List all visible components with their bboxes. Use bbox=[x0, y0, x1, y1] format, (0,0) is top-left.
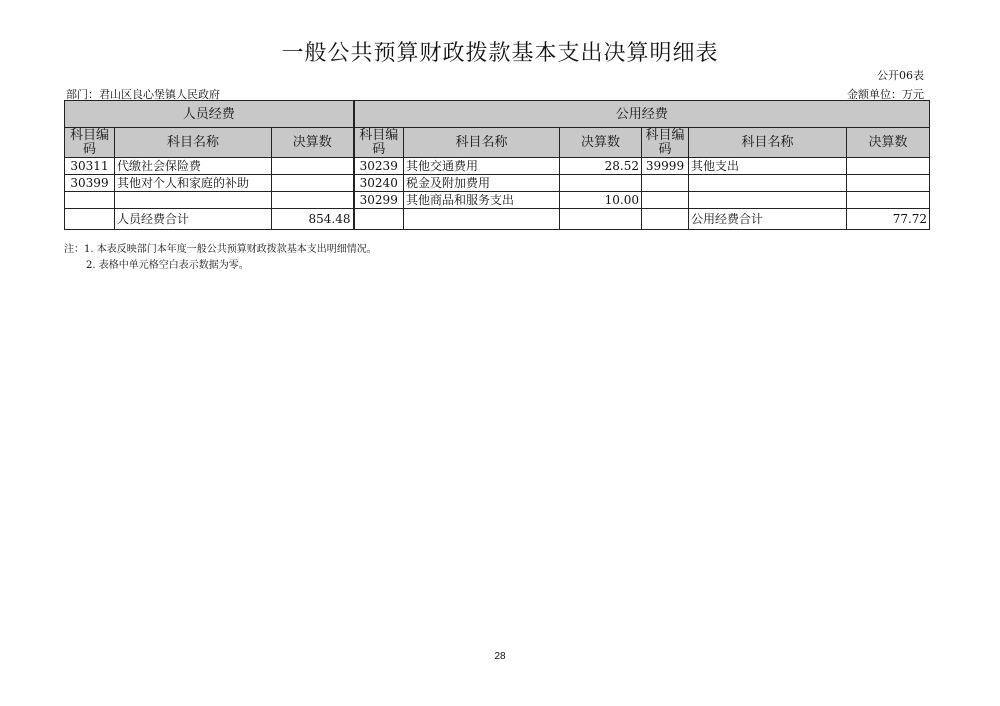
public-amount-cell bbox=[847, 192, 930, 209]
unit-label: 金额单位：万元 bbox=[847, 88, 924, 101]
personnel-name-cell bbox=[115, 192, 272, 209]
public-name-cell: 税金及附加费用 bbox=[404, 175, 560, 192]
form-code: 公开06表 bbox=[877, 69, 924, 82]
empty-cell bbox=[65, 209, 115, 230]
public-total-label: 公用经费合计 bbox=[689, 209, 847, 230]
public-name-cell: 其他商品和服务支出 bbox=[404, 192, 560, 209]
header-amount: 决算数 bbox=[560, 128, 642, 158]
totals-row bbox=[65, 209, 930, 230]
empty-cell bbox=[560, 209, 642, 230]
public-name-cell bbox=[689, 192, 847, 209]
public-code-cell: 30299 bbox=[354, 192, 404, 209]
public-code-cell bbox=[642, 192, 689, 209]
personnel-amount-cell bbox=[272, 175, 354, 192]
note-line: 2. 表格中单元格空白表示数据为零。 bbox=[86, 260, 249, 271]
notes bbox=[64, 242, 377, 274]
public-code-cell: 30239 bbox=[354, 158, 404, 175]
public-amount-cell bbox=[847, 158, 930, 175]
group-public: 公用经费 bbox=[354, 101, 930, 128]
group-personnel: 人员经费 bbox=[65, 101, 354, 128]
public-code-cell bbox=[642, 175, 689, 192]
expenditure-table bbox=[64, 100, 930, 230]
personnel-code-cell: 30399 bbox=[65, 175, 115, 192]
group-header-row bbox=[65, 101, 930, 128]
public-amount-cell bbox=[847, 175, 930, 192]
header-code: 科目编码 bbox=[65, 128, 115, 158]
public-name-cell: 其他支出 bbox=[689, 158, 847, 175]
header-code: 科目编码 bbox=[354, 128, 404, 158]
public-name-cell bbox=[689, 175, 847, 192]
public-amount-cell: 10.00 bbox=[560, 192, 642, 209]
personnel-amount-cell bbox=[272, 158, 354, 175]
header-name: 科目名称 bbox=[689, 128, 847, 158]
header-amount: 决算数 bbox=[272, 128, 354, 158]
personnel-name-cell: 其他对个人和家庭的补助 bbox=[115, 175, 272, 192]
header-amount: 决算数 bbox=[847, 128, 930, 158]
public-code-cell: 39999 bbox=[642, 158, 689, 175]
public-total-amount: 77.72 bbox=[847, 209, 930, 230]
table-row bbox=[65, 192, 930, 209]
personnel-total-label: 人员经费合计 bbox=[115, 209, 272, 230]
empty-cell bbox=[404, 209, 560, 230]
table-row bbox=[65, 175, 930, 192]
public-amount-cell: 28.52 bbox=[560, 158, 642, 175]
header-name: 科目名称 bbox=[115, 128, 272, 158]
personnel-amount-cell bbox=[272, 192, 354, 209]
empty-cell bbox=[354, 209, 404, 230]
personnel-code-cell: 30311 bbox=[65, 158, 115, 175]
department-label: 部门：君山区良心堡镇人民政府 bbox=[66, 88, 220, 101]
public-name-cell: 其他交通费用 bbox=[404, 158, 560, 175]
page-number: 28 bbox=[494, 651, 506, 662]
note-line: 注：1. 本表反映部门本年度一般公共预算财政拨款基本支出明细情况。 bbox=[64, 244, 377, 255]
header-code: 科目编码 bbox=[642, 128, 689, 158]
personnel-name-cell: 代缴社会保险费 bbox=[115, 158, 272, 175]
table-row bbox=[65, 158, 930, 175]
column-header-row bbox=[65, 128, 930, 158]
page-title: 一般公共预算财政拨款基本支出决算明细表 bbox=[281, 41, 719, 66]
personnel-total-amount: 854.48 bbox=[272, 209, 354, 230]
header-name: 科目名称 bbox=[404, 128, 560, 158]
personnel-code-cell bbox=[65, 192, 115, 209]
public-code-cell: 30240 bbox=[354, 175, 404, 192]
empty-cell bbox=[642, 209, 689, 230]
public-amount-cell bbox=[560, 175, 642, 192]
